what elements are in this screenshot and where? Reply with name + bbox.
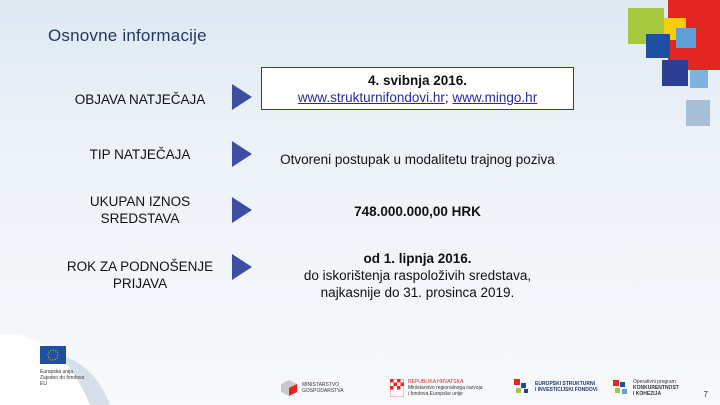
decor-square-lightblue [676, 28, 696, 48]
decor-square-lightblue-2 [690, 70, 708, 88]
row-label-iznos [35, 193, 245, 227]
op-squares-icon [612, 379, 630, 397]
decor-square-blue [646, 34, 670, 58]
croatia-coat-of-arms-icon [390, 379, 404, 397]
ministry-line1: MINISTARSTVO [302, 382, 340, 388]
op-line3: I KOHEZIJA [633, 391, 662, 397]
iznos-label-line2: SREDSTAVA [100, 211, 180, 226]
objava-links [298, 89, 537, 106]
slide-title: Osnovne informacije [48, 26, 207, 45]
arrow-icon [232, 141, 252, 167]
link-separator: ; [444, 89, 449, 105]
decor-square-darkblue [662, 60, 688, 86]
arrow-icon [232, 197, 252, 223]
eu-text-line2: Zajedno do fondova EU [40, 375, 85, 387]
tip-value: Otvoreni postupak u modalitetu trajnog poziva [280, 151, 555, 167]
iznos-label-line1: UKUPAN IZNOS [89, 194, 191, 209]
decorative-squares [590, 0, 720, 140]
rok-label-line1: ROK ZA PODNOŠENJE [66, 259, 214, 274]
page-number: 7 [703, 390, 708, 399]
eu-text-line1: Europska unija [40, 369, 74, 375]
value-box-tip [261, 137, 574, 177]
eu-flag-icon [40, 346, 66, 364]
arrow-icon [232, 254, 252, 280]
esif-logo [512, 377, 607, 397]
esif-line2: I INVESTICIJSKI FONDOVI [535, 387, 598, 393]
ministry-logo [280, 379, 360, 397]
value-box-iznos [261, 191, 574, 231]
ministry-cube-icon [280, 379, 298, 397]
esif-line1: EUROPSKI STRUKTURNI [535, 381, 596, 387]
decor-square-red-2 [702, 56, 716, 70]
op-logo [612, 379, 692, 397]
op-line2: KONKURENTNOST [633, 385, 679, 391]
croatia-line1: REPUBLIKA HRVATSKA [408, 379, 464, 385]
row-label-objava: OBJAVA NATJEČAJA [74, 92, 206, 107]
rok-line2: do iskorištenja raspoloživih sredstava, [303, 267, 532, 283]
op-line1: Operativni program [633, 379, 676, 385]
arrow-icon [232, 84, 252, 110]
link-strukturnifondovi[interactable]: www.strukturnifondovi.hr [297, 89, 445, 105]
value-box-rok [261, 246, 574, 304]
iznos-value: 748.000.000,00 HRK [354, 203, 481, 219]
eu-logo [40, 346, 90, 387]
footer-logos [0, 345, 720, 405]
croatia-logo [390, 379, 500, 397]
value-box-objava [261, 67, 574, 110]
ministry-line2: GOSPODARSTVA [302, 388, 344, 394]
decor-square-gray [686, 100, 710, 126]
objava-date: 4. svibnja 2016. [367, 72, 468, 88]
link-mingo[interactable]: www.mingo.hr [452, 89, 538, 105]
rok-line3: najkasnije do 31. prosinca 2019. [320, 284, 515, 300]
rok-date: od 1. lipnja 2016. [363, 250, 472, 266]
croatia-line3: i fondova Europske unije [408, 391, 463, 397]
rok-label-line2: PRIJAVA [112, 276, 168, 291]
row-label-rok [35, 258, 245, 292]
row-label-tip: TIP NATJEČAJA [89, 147, 191, 162]
croatia-line2: Ministarstvo regionalnoga razvoja [408, 385, 483, 391]
esif-squares-icon [512, 377, 532, 397]
